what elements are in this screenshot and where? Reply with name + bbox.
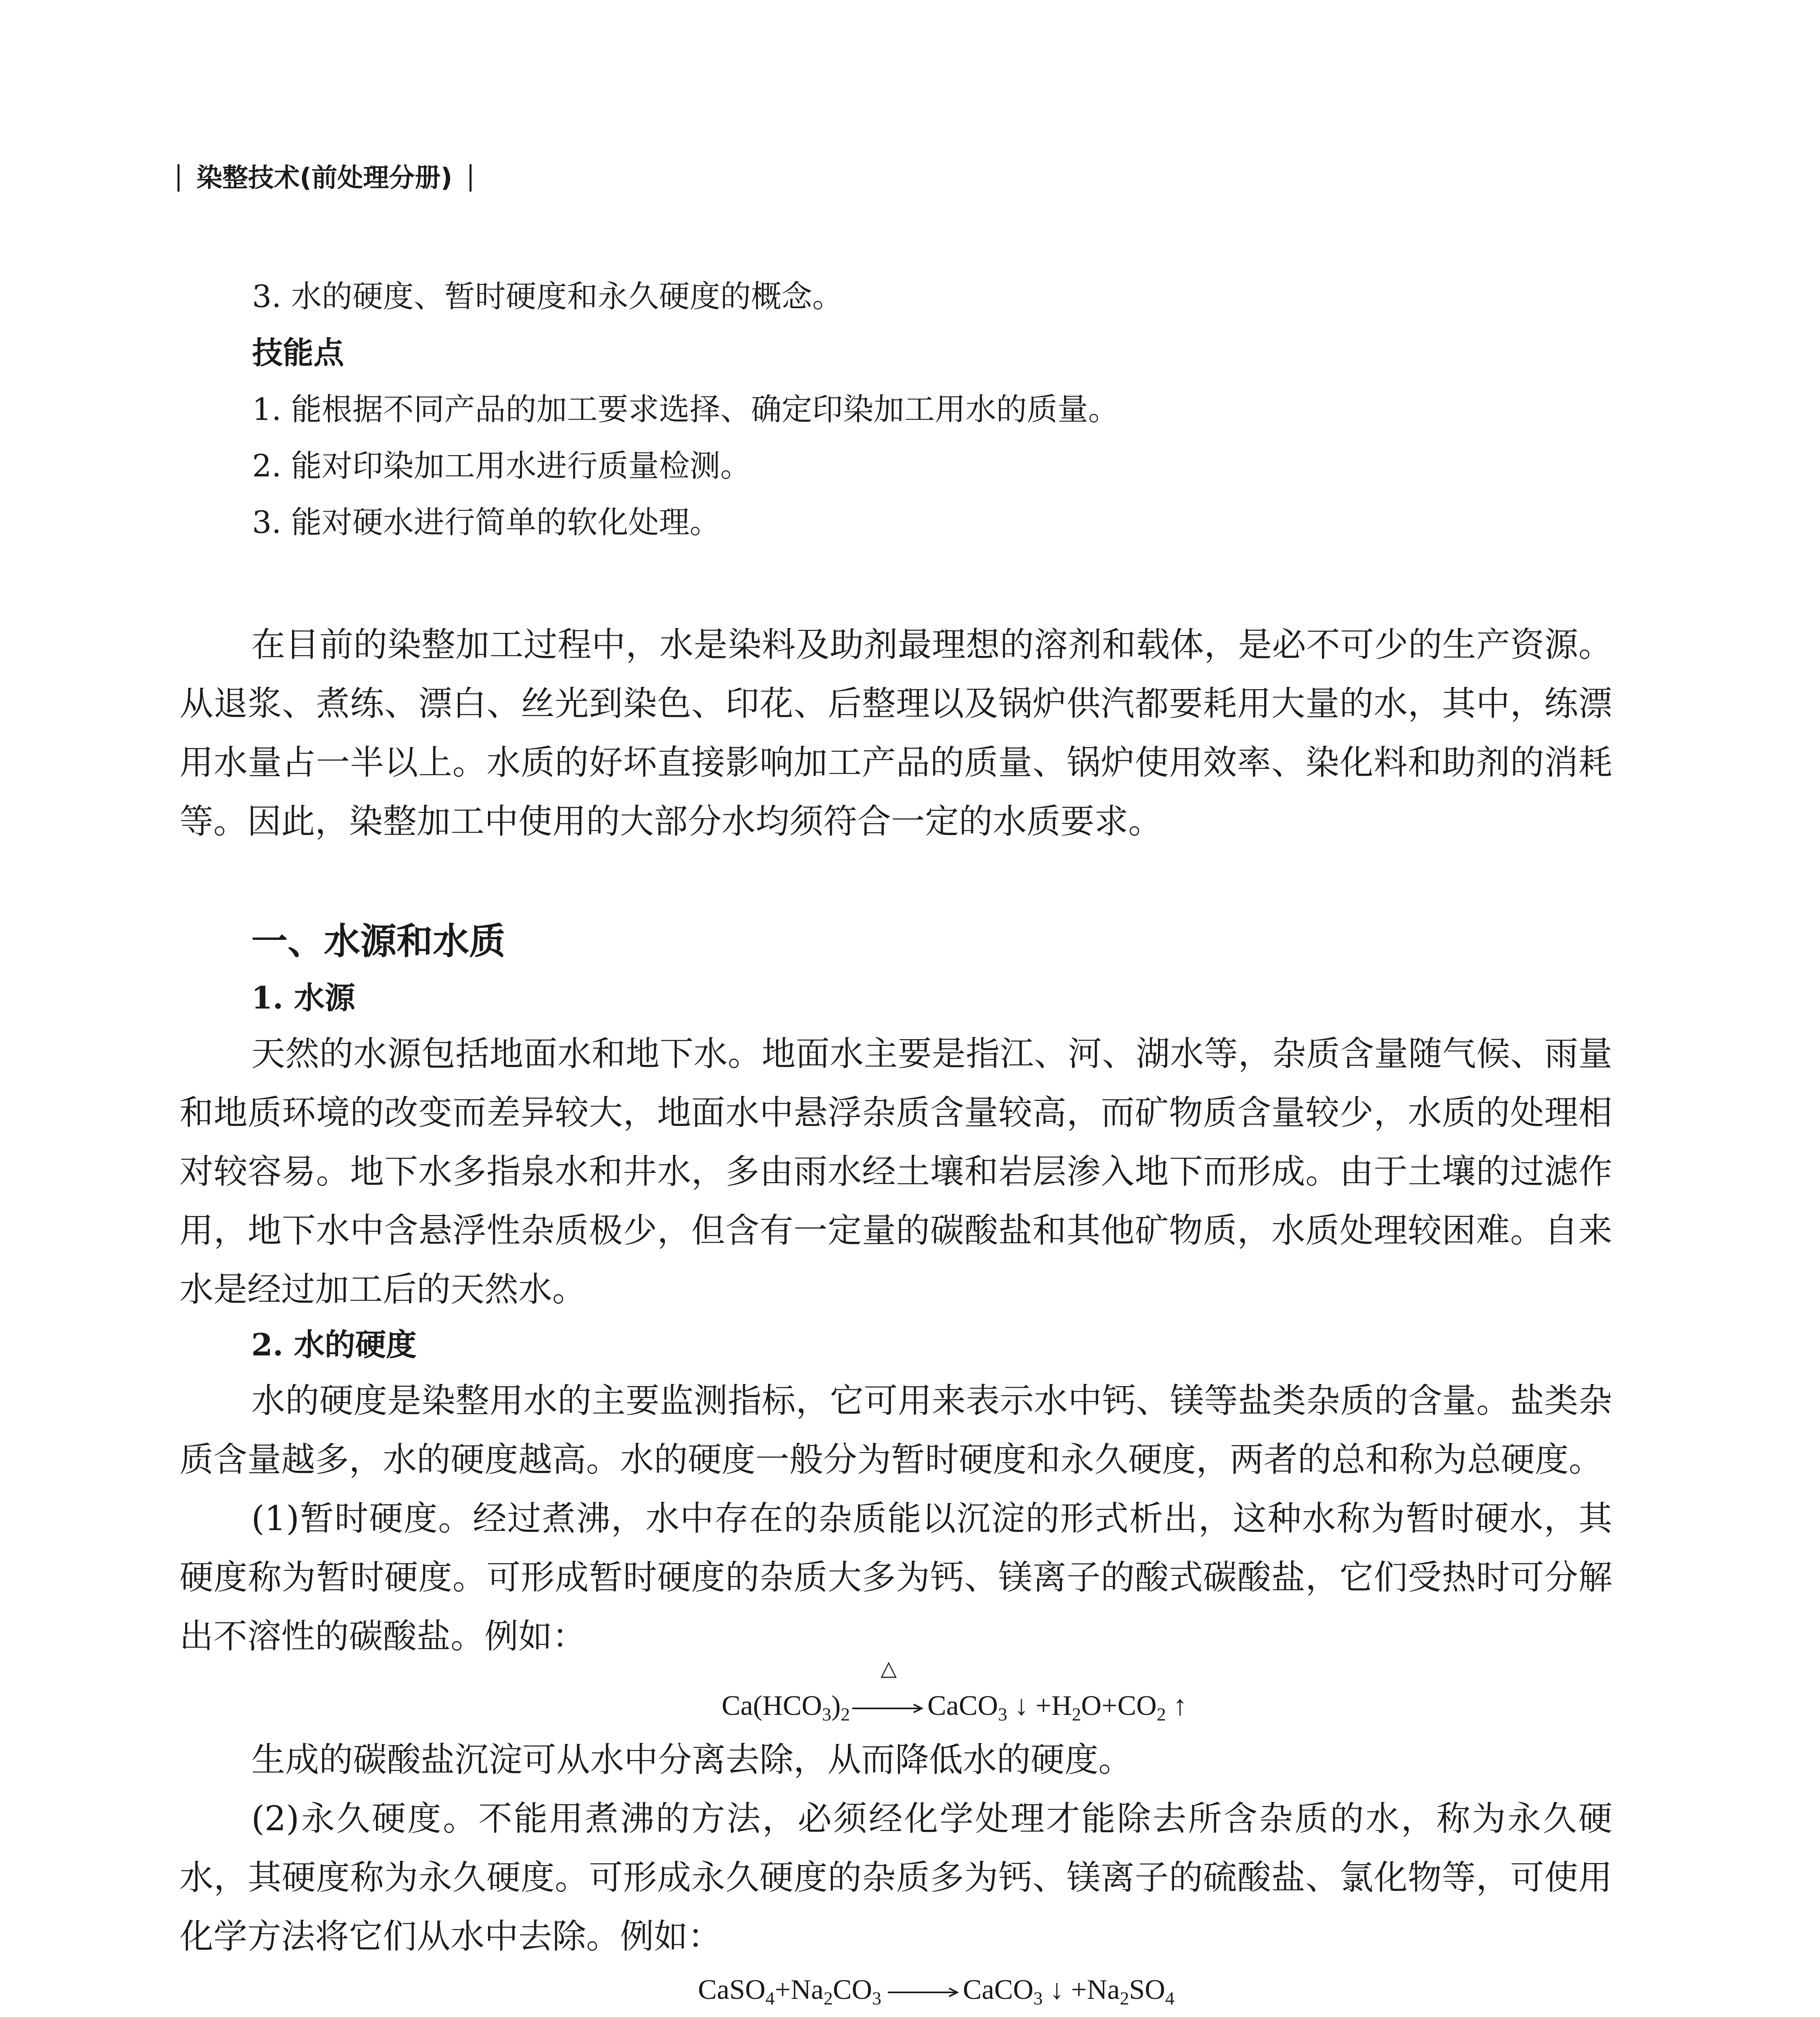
eq1-product-3-sub: 2	[1156, 1704, 1166, 1725]
running-head-title: 染整技术(前处理分册)	[196, 163, 453, 193]
eq1-reaction-arrow	[852, 1657, 925, 1730]
precipitate-removal-paragraph: 生成的碳酸盐沉淀可从水中分离去除，从而降低水的硬度。	[251, 1740, 1133, 1779]
eq2-precipitate-mark: ↓ +	[1043, 1974, 1087, 2005]
eq2-product-1-sub: 3	[1033, 1988, 1043, 2009]
eq2-reactant-1-sub: 4	[765, 1988, 775, 2009]
reaction-arrow-icon	[884, 1986, 960, 1998]
eq2-product-2-sub: 2	[1120, 1988, 1129, 2009]
eq2-product-2b-sub: 4	[1165, 1988, 1175, 2009]
equation-temporary-hardness	[296, 1657, 1612, 1730]
eq2-reactant-2b: CO	[833, 1974, 872, 2005]
eq1-reactant: Ca(HCO	[721, 1690, 822, 1721]
section-heading: 一、水源和水质	[251, 920, 505, 963]
skill-point-3: 3. 能对硬水进行简单的软化处理。	[252, 504, 720, 540]
eq1-reactant-sub: 3	[822, 1704, 831, 1725]
eq1-product-1: CaCO	[927, 1690, 998, 1721]
intro-paragraph: 在目前的染整加工过程中，水是染料及助剂最理想的溶剂和载体，是必不可少的生产资源。从退浆、煮练、漂白、丝光到染色、印花、后整理以及锅炉供汽都要耗用大量的水，其中，练漂用水量占一半以上。水质的好坏直接影响加工产品的质量、锅炉使用效率、染化料和助剂的消耗等。因此，染整加工中使用的大部分水均须符合一定的水质要求。	[179, 625, 1612, 841]
eq1-product-2: H	[1051, 1690, 1072, 1721]
skill-points	[179, 325, 1612, 551]
knowledge-point-3: 3. 水的硬度、暂时硬度和永久硬度的概念。	[252, 278, 843, 314]
surface-vs-ground-hardness-paragraph	[179, 2014, 1612, 2017]
eq1-product-1-sub: 3	[998, 1704, 1008, 1725]
heat-symbol: △	[881, 1657, 897, 1680]
eq2-plus: +	[774, 1974, 791, 2005]
equation-permanent-hardness	[260, 1966, 1612, 2014]
eq2-product-1: CaCO	[963, 1974, 1033, 2005]
running-head-right-bar	[470, 164, 472, 192]
running-head	[177, 161, 472, 194]
subsection-hardness-heading: 2. 水的硬度	[251, 1327, 417, 1363]
eq2-reactant-1: CaSO	[698, 1974, 766, 2005]
temporary-hardness-paragraph: (1)暂时硬度。经过煮沸，水中存在的杂质能以沉淀的形式析出，这种水称为暂时硬水，其硬度称为暂时硬度。可形成暂时硬度的杂质大多为钙、镁离子的酸式碳酸盐，它们受热时可分解出不溶性的碳酸盐。例如：	[179, 1499, 1612, 1656]
eq2-product-2b: SO	[1129, 1974, 1165, 2005]
running-head-left-bar	[177, 164, 179, 192]
page-content	[179, 268, 1612, 2017]
eq1-product-3: CO	[1117, 1690, 1157, 1721]
skill-point-1: 1. 能根据不同产品的加工要求选择、确定印染加工用水的质量。	[252, 391, 1119, 427]
hardness-paragraph-1: 水的硬度是染整用水的主要监测指标，它可用来表示水中钙、镁等盐类杂质的含量。盐类杂质含量越多，水的硬度越高。水的硬度一般分为暂时硬度和永久硬度，两者的总和称为总硬度。	[179, 1381, 1612, 1479]
skill-point-2: 2. 能对印染加工用水进行质量检测。	[252, 448, 751, 484]
eq1-product-2-sub: 2	[1072, 1704, 1081, 1725]
water-source-paragraph: 天然的水源包括地面水和地下水。地面水主要是指江、河、湖水等，杂质含量随气候、雨量和地质环境的改变而差异较大，地面水中悬浮杂质含量较高，而矿物质含量较少，水质的处理相对较容易。地下水多指泉水和井水，多由雨水经土壤和岩层渗入地下而形成。由于土壤的过滤作用，地下水中含悬浮性杂质极少，但含有一定量的碳酸盐和其他矿物质，水质处理较困难。自来水是经过加工后的天然水。	[179, 1034, 1612, 1309]
eq1-reactant-close: )	[831, 1690, 841, 1721]
eq2-reaction-arrow	[884, 1966, 960, 2014]
eq2-reactant-2: Na	[791, 1974, 824, 2005]
eq2-reactant-2-sub: 2	[823, 1988, 833, 2009]
eq2-product-2: Na	[1087, 1974, 1120, 2005]
eq1-gas-mark: ↑	[1166, 1690, 1187, 1721]
eq2-reactant-2b-sub: 3	[872, 1988, 881, 2009]
subsection-water-source-heading: 1. 水源	[251, 980, 355, 1016]
skill-points-title: 技能点	[252, 335, 344, 371]
eq1-reactant-close-sub: 2	[841, 1704, 850, 1725]
eq1-precipitate-mark: ↓ +	[1007, 1690, 1052, 1721]
permanent-hardness-paragraph: (2)永久硬度。不能用煮沸的方法，必须经化学处理才能除去所含杂质的水，称为永久硬水，其硬度称为永久硬度。可形成永久硬度的杂质多为钙、镁离子的硫酸盐、氯化物等，可使用化学方法将它们从水中去除。例如：	[179, 1799, 1612, 1956]
intro	[179, 615, 1612, 851]
reaction-arrow-icon	[852, 1702, 925, 1714]
eq1-product-2-rest: O+	[1081, 1690, 1118, 1721]
